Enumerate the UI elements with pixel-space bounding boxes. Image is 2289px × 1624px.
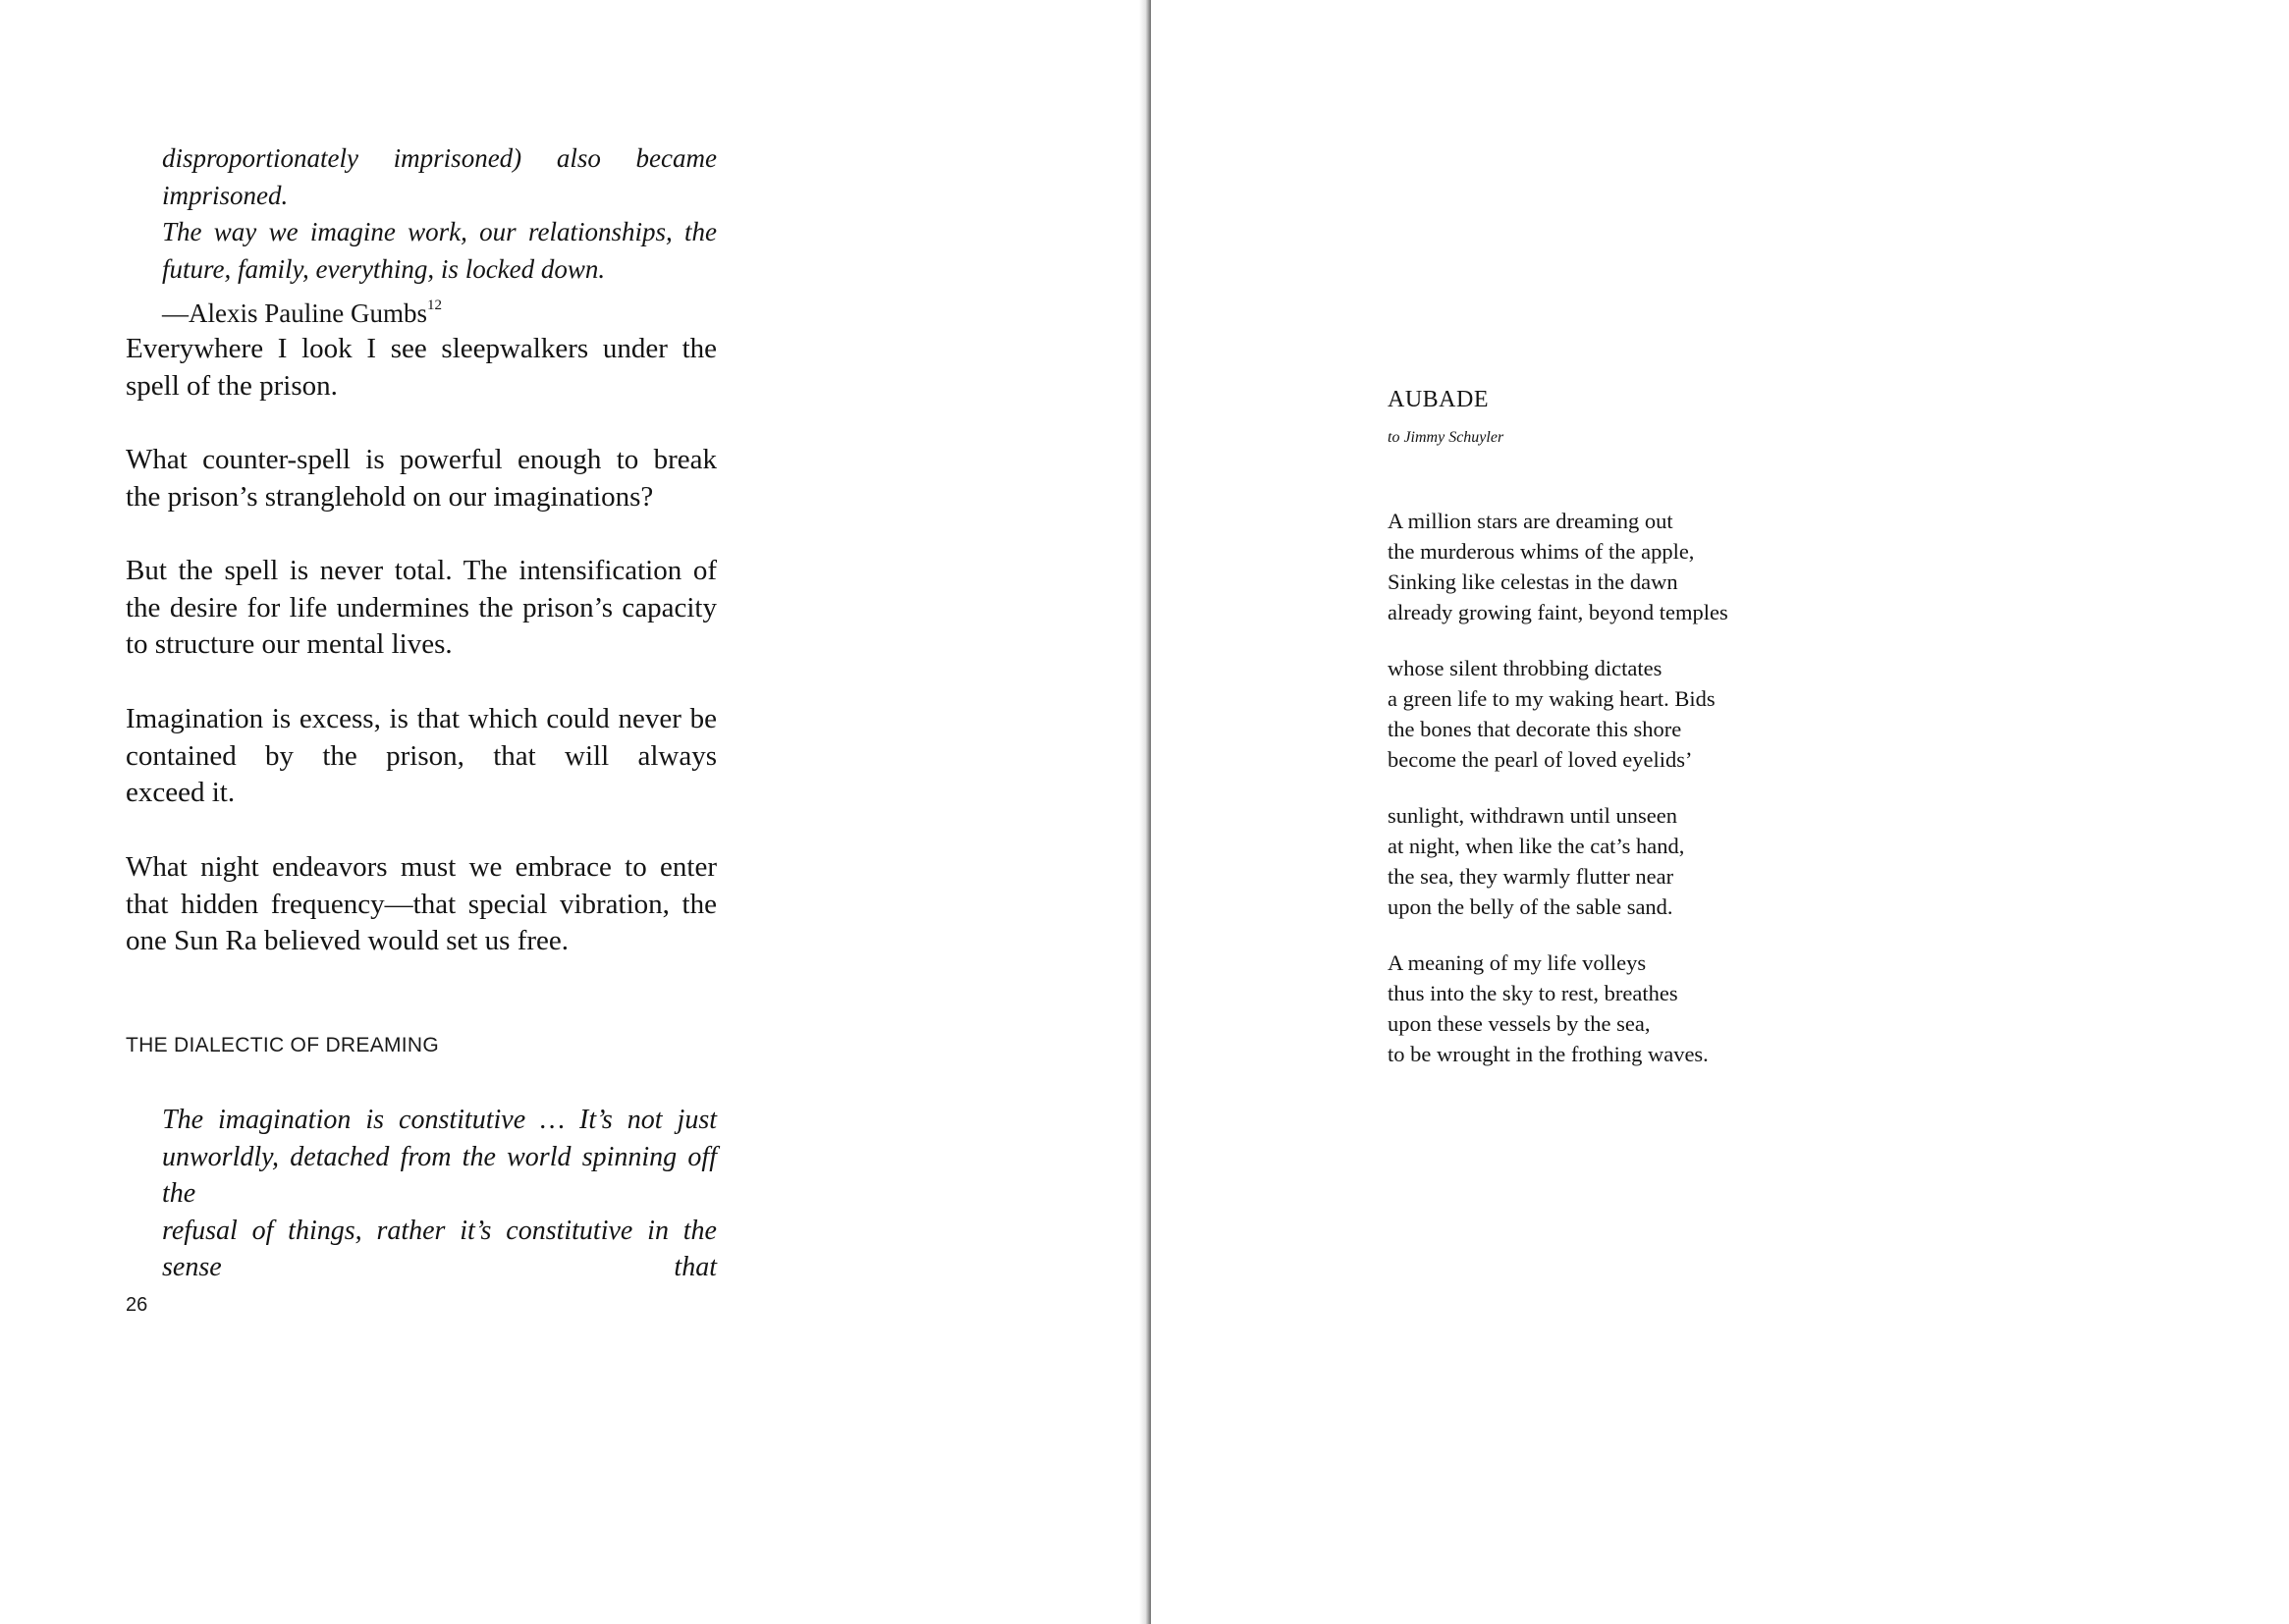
quote-line: The imagination is constitutive … It’s not just [162,1105,717,1135]
text-line: Everywhere I look I see sleepwalkers under the [126,333,717,364]
poem-stanza-1 [1388,506,1937,627]
epigraph-line: The way we imagine work, our relationships, the [162,217,717,246]
poem-line: the bones that decorate this shore [1388,717,1682,741]
epigraph-line: disproportionately imprisoned) also became imprisoned. [162,143,717,210]
text-line: What night endeavors must we embrace to enter [126,851,717,883]
text-line: one Sun Ra believed would set us free. [126,925,570,956]
epigraph [162,140,717,333]
poem-line: already growing faint, beyond temples [1388,600,1728,624]
poem-line: A meaning of my life volleys [1388,950,1647,975]
poem-line: Sinking like celestas in the dawn [1388,569,1678,594]
poem-line: at night, when like the cat’s hand, [1388,834,1685,858]
paragraph-imagination-excess [126,701,717,812]
paragraph-night-endeavors [126,849,717,960]
page-number: 26 [126,1294,148,1316]
right-page [1151,0,2289,1624]
text-line: the desire for life undermines the prison’s capacity [126,591,717,623]
poem-line: upon these vessels by the sea, [1388,1011,1651,1036]
footnote-marker: 12 [427,298,442,313]
epigraph-attribution [162,288,717,333]
block-quote [162,1102,717,1286]
section-heading: THE DIALECTIC OF DREAMING [126,1034,440,1056]
poem-stanza-4 [1388,947,1937,1069]
text-line: What counter-spell is powerful enough to break [126,444,717,475]
text-line: spell of the prison. [126,369,338,402]
poem-line: become the pearl of loved eyelids’ [1388,747,1693,772]
poem-dedication: to Jimmy Schuyler [1388,429,1504,446]
poem-line: A million stars are dreaming out [1388,509,1673,533]
text-line: contained by the prison, that will always [126,739,717,772]
poem-line: the sea, they warmly flutter near [1388,864,1674,889]
paragraph-sleepwalkers [126,331,717,405]
paragraph-counter-spell [126,442,717,515]
poem-line: a green life to my waking heart. Bids [1388,686,1716,711]
text-line: to structure our mental lives. [126,628,453,660]
poem-line: sunlight, withdrawn until unseen [1388,803,1677,828]
epigraph-line: future, family, everything, is locked down. [162,253,606,284]
poem-line: to be wrought in the frothing waves. [1388,1042,1709,1066]
quote-line: unworldly, detached from the world spinning off the [162,1141,717,1209]
poem-line: upon the belly of the sable sand. [1388,894,1673,919]
text-line: that hidden frequency—that special vibration, the [126,888,717,920]
poem-line: whose silent throbbing dictates [1388,656,1662,680]
paragraph-spell-never-total [126,553,717,664]
text-line: exceed it. [126,777,236,808]
text-line: the prison’s stranglehold on our imaginations? [126,480,654,513]
attribution-name: —Alexis Pauline Gumbs [162,298,427,328]
poem-title: AUBADE [1388,387,1489,412]
poem-stanza-3 [1388,800,1937,922]
poem-line: thus into the sky to rest, breathes [1388,981,1678,1005]
quote-line: refusal of things, rather it’s constitutive in the sense that [162,1215,717,1282]
text-line: But the spell is never total. The intensification of [126,555,717,586]
poem-line: the murderous whims of the apple, [1388,539,1695,564]
text-line: Imagination is excess, is that which could never be [126,703,717,734]
poem-stanza-2 [1388,653,1937,775]
